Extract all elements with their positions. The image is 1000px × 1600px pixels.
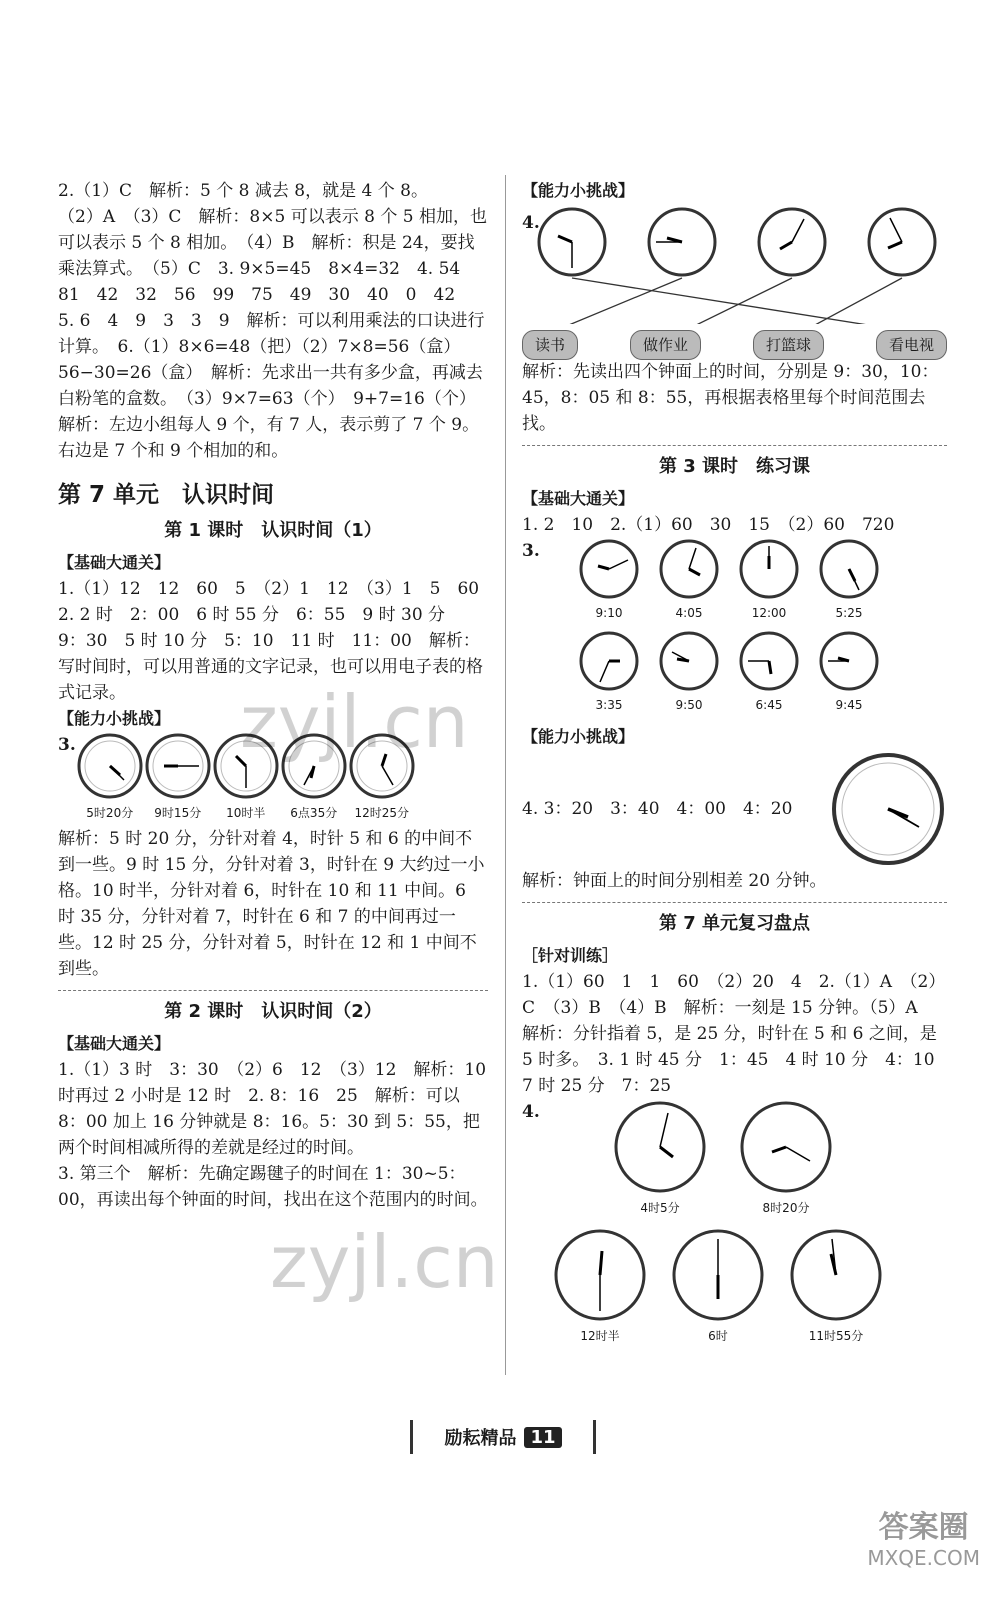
clock-face: [658, 630, 720, 718]
lesson-1-title: 第 1 课时 认识时间（1）: [164, 520, 382, 541]
left-para-2: （2）A （3）C 解析：8×5 可以表示 8 个 5 相加，也可以表示 5 个 8 相加。 （4）B 解析：积是 24，要找乘法算式。 （5）C 3. 9×5=45 8×4=32 4. 54 81 42 32 56 99 75 49 30 40 0 42 5. 6 4 9 3 3 9 解析：可以利用乘法的口诀进行计算。 6.（1）8×6=48（把）（2）7×8=56（盒） 56−30=26（盒） 解析：先求出一共有多少盒，再减去白粉笔的盒数。 （3）9×7=63（个） 9+7=16（个） 解析：左边小组每人 9 个，有 7 人，表示剪了 7 个 9。右边是 7 个和 9 个相加的和。: [58, 207, 487, 461]
watermark: zyjl.cn: [270, 1220, 499, 1304]
clock-icon: [539, 209, 605, 275]
clock-label: 3:35: [595, 698, 623, 712]
lesson1-para-3: 解析：5 时 20 分，分针对着 4，时针 5 和 6 的中间不到一些。9 时 15 分，分针对着 3，时针在 9 大约过一小格。10 时半，分针对着 6，时针在 10 和 11 中间。6 时 35 分，分针对着 7，时针在 6 和 7 的中间再过一些。12 时 25 分，分针对着 5，时针在 12 和 1 中间不到些。: [58, 829, 485, 979]
review-clock-row-2: [522, 1227, 947, 1349]
clock-face: [212, 732, 280, 826]
clock-icon: [738, 1099, 834, 1195]
corner-logo-text: 答案圈: [878, 1510, 969, 1545]
brand-name: 励耘精品: [444, 1428, 517, 1449]
clock-label: 6点35分: [290, 806, 338, 820]
tag-basic: 【基础大通关】: [58, 553, 171, 572]
clock-label: 5:25: [835, 606, 863, 620]
clock-face: [280, 732, 348, 826]
clock-label: 12:00: [751, 606, 787, 620]
lesson3-clock-row-1: [522, 538, 947, 626]
clock-label: 10时半: [226, 806, 266, 820]
clock-icon: [788, 1227, 884, 1323]
tag-challenge: 【能力小挑战】: [58, 709, 171, 728]
clock-label: 12时25分: [354, 806, 410, 820]
lesson1-para-1: 1.（1）12 12 60 5 （2）1 12 （3）1 5 60: [58, 579, 480, 599]
clock-label: 9:10: [595, 606, 623, 620]
clock-label: 6:45: [755, 698, 783, 712]
clock-icon: [76, 732, 144, 800]
column-divider: [505, 175, 506, 1375]
matching-lines: [552, 278, 912, 324]
page-footer: [410, 1420, 596, 1454]
clock-icon: [759, 209, 825, 275]
right-column: [522, 178, 952, 1349]
clock-label: 5时20分: [86, 806, 134, 820]
clock-face: [578, 538, 640, 626]
divider: [522, 445, 947, 446]
clock-label: 9:45: [835, 698, 863, 712]
activity-label: 做作业: [630, 330, 701, 360]
clock-icon: [144, 732, 212, 800]
clock-label: 12时半: [580, 1329, 620, 1343]
clock-icon: [670, 1227, 766, 1323]
right-para-1: 解析：先读出四个钟面上的时间，分别是 9：30，10：45，8：05 和 8：55，再根据表格里每个时间范围去找。: [522, 362, 939, 434]
corner-logo: [867, 1502, 980, 1570]
clock-icon: [658, 630, 720, 692]
tag-train: ［针对训练］: [522, 946, 619, 965]
lesson3-para-1: 1. 2 10 2.（1）60 30 15 （2）60 720: [522, 515, 895, 535]
left-column: [58, 178, 488, 1213]
lesson-3-title: 第 3 课时 练习课: [658, 456, 811, 477]
lesson3-q4-text: 4. 3：20 3：40 4：00 4：20: [522, 799, 793, 819]
corner-logo-url: MXQE.COM: [867, 1546, 980, 1570]
clock-icon: [212, 732, 280, 800]
matching-clocks: [522, 204, 947, 324]
clock-icon: [612, 1099, 708, 1195]
clock-face: [658, 538, 720, 626]
clock-icon: [869, 209, 935, 275]
left-para-1: 2.（1）C 解析：5 个 8 减去 8，就是 4 个 8。: [58, 181, 428, 201]
question-number: 3.: [58, 735, 76, 755]
tag-basic: 【基础大通关】: [58, 1034, 171, 1053]
review-clock-row-1: [522, 1099, 947, 1221]
lesson2-para-2: 3. 第三个 解析：先确定踢毽子的时间在 1：30~5：00，再读出每个钟面的时间，找出在这个范围内的时间。: [58, 1164, 488, 1210]
tag-basic: 【基础大通关】: [522, 489, 635, 508]
clock-icon: [658, 538, 720, 600]
clock-icon: [818, 630, 880, 692]
question-number: 3.: [522, 541, 540, 561]
tag-challenge: 【能力小挑战】: [522, 181, 635, 200]
clock-icon: [578, 538, 640, 600]
clock-label: 9时15分: [154, 806, 202, 820]
matching-diagram: [522, 204, 947, 359]
clock-label: 11时55分: [808, 1329, 864, 1343]
clock-face: [818, 538, 880, 626]
watermark: zyjl.cn: [240, 680, 469, 764]
activity-row: [522, 330, 947, 360]
clock-icon: [280, 732, 348, 800]
clock-icon: [578, 630, 640, 692]
clock-label: 8时20分: [762, 1201, 810, 1215]
question-number: 4.: [522, 213, 540, 233]
review-para-1: 1.（1）60 1 1 60 （2）20 4 2.（1）A （2）C （3）B （4）B 解析：一刻是 15 分钟。（5）A 解析：分针指着 5，是 25 分，时针在 5 和 6 之间，是 5 时多。 3. 1 时 45 分 1：45 4 时 10 分 4：10 7 时 25 分 7：25: [522, 972, 952, 1096]
review-title: 第 7 单元复习盘点: [658, 913, 811, 934]
clock-icon: [649, 209, 715, 275]
lesson3-clock-row-2: [522, 630, 947, 718]
clock-face: [738, 538, 800, 626]
activity-label: 看电视: [876, 330, 947, 360]
clock-face: [738, 630, 800, 718]
clock-face: [552, 1227, 648, 1349]
lesson3-para-2: 解析：钟面上的时间分别相差 20 分钟。: [522, 871, 827, 891]
clock-face: [348, 732, 416, 826]
activity-label: 打篮球: [753, 330, 824, 360]
lesson1-para-2: 2. 2 时 2：00 6 时 55 分 6：55 9 时 30 分 9：30 5 时 10 分 5：10 11 时 11：00 解析：写时间时，可以用普通的文字记录，也可以用电子表的格式记录。: [58, 605, 483, 703]
clock-label: 4:05: [675, 606, 703, 620]
clock-face: [818, 630, 880, 718]
clock-face: [76, 732, 144, 826]
lesson1-clock-row: [58, 732, 488, 826]
clock-icon: [738, 630, 800, 692]
page-number: 11: [524, 1427, 561, 1448]
divider: [522, 902, 947, 903]
clock-face: [670, 1227, 766, 1349]
clock-icon: [738, 538, 800, 600]
lesson2-para-1: 1.（1）3 时 3：30 （2）6 12 （3）12 解析：10 时再过 2 小时是 12 时 2. 8：16 25 解析：可以 8：00 加上 16 分钟就是 8：16。5：30 到 5：55，把两个时间相减所得的差就是经过的时间。: [58, 1060, 487, 1158]
divider: [58, 990, 488, 991]
question-number: 4.: [522, 1102, 540, 1122]
clock-icon: [552, 1227, 648, 1323]
clock-face: [612, 1099, 708, 1221]
clock-label: 9:50: [675, 698, 703, 712]
clock-face: [738, 1099, 834, 1221]
lesson-2-title: 第 2 课时 认识时间（2）: [164, 1001, 382, 1022]
activity-label: 读书: [522, 330, 578, 360]
clock-icon: [348, 732, 416, 800]
lesson3-q4: [522, 750, 947, 868]
unit-title: 第 7 单元 认识时间: [58, 482, 275, 508]
tag-challenge: 【能力小挑战】: [522, 727, 635, 746]
clock-label: 6时: [708, 1329, 728, 1343]
clock-icon: [829, 750, 947, 868]
clock-icon: [818, 538, 880, 600]
clock-face: [788, 1227, 884, 1349]
clock-label: 4时5分: [640, 1201, 680, 1215]
clock-face: [144, 732, 212, 826]
clock-face: [578, 630, 640, 718]
